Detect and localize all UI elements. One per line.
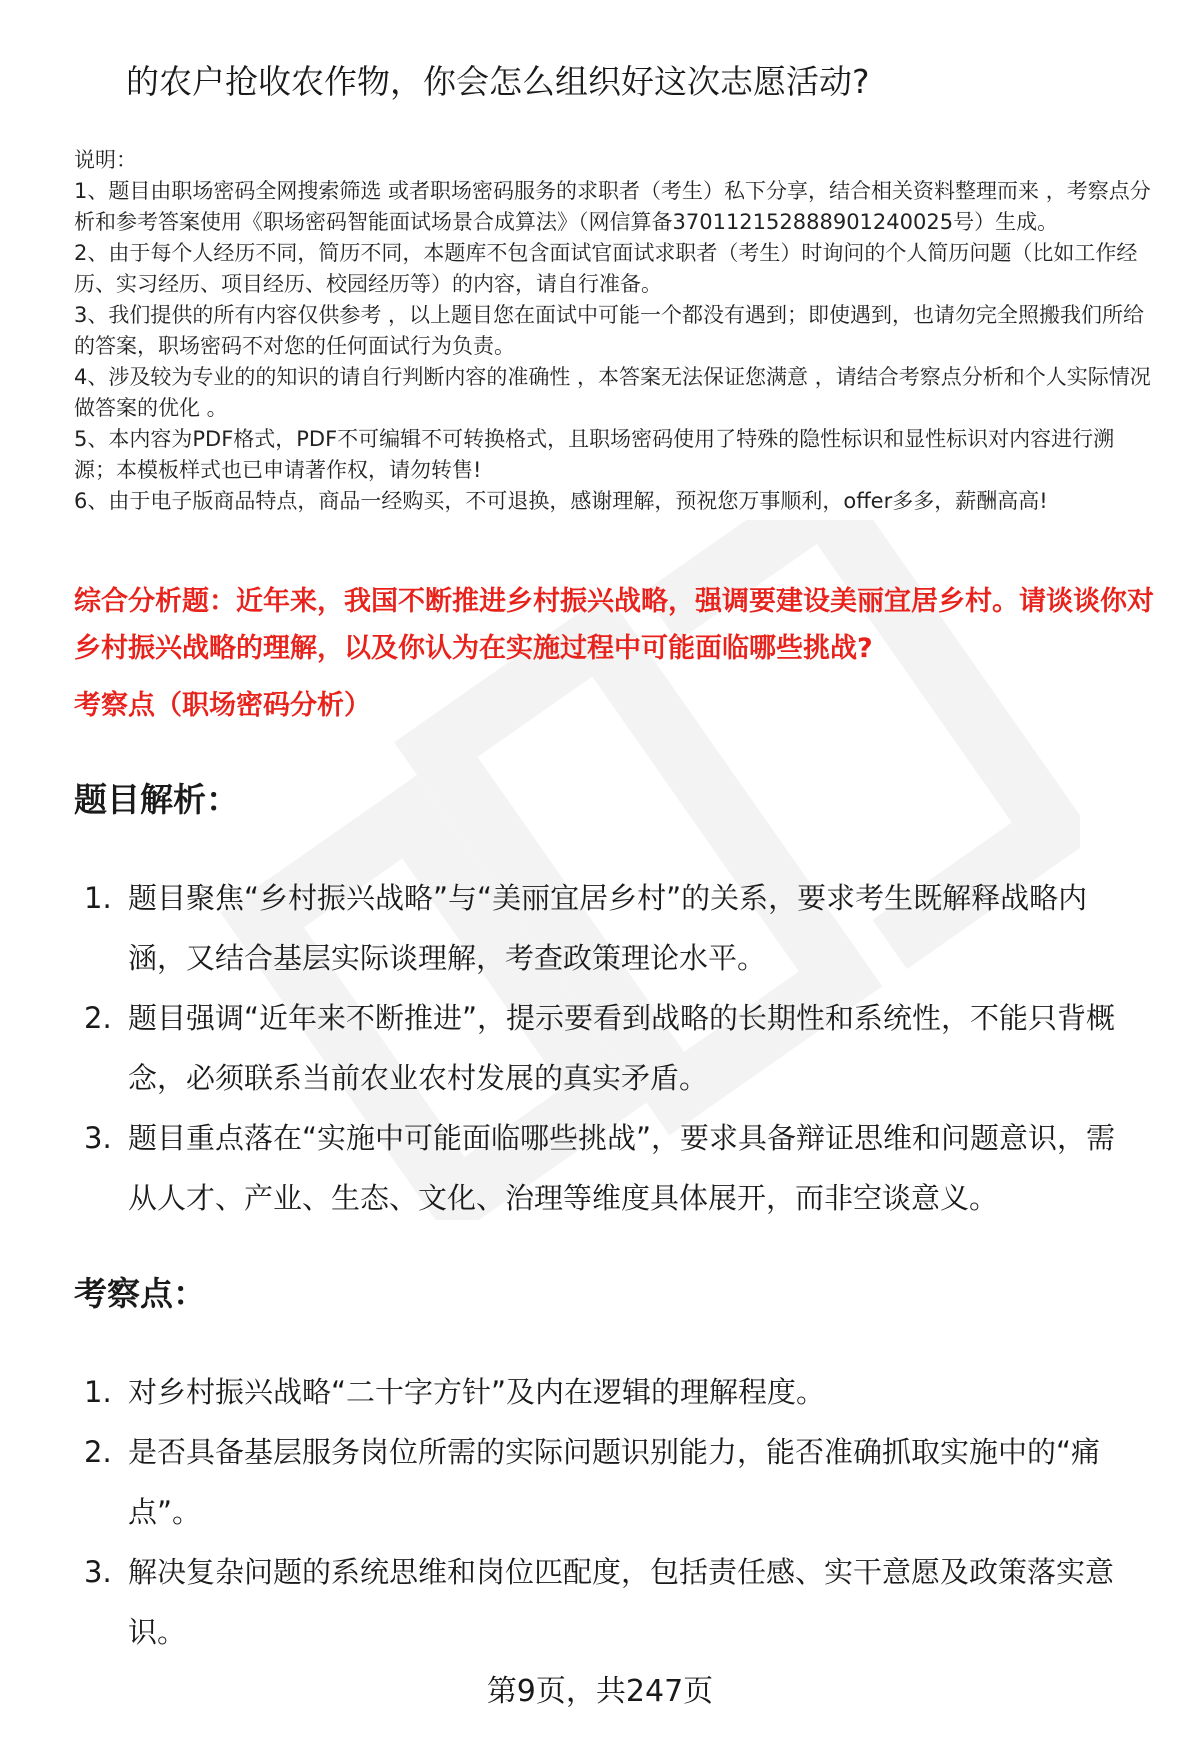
list-number: 1. [84, 1375, 112, 1409]
notes-block [74, 145, 1154, 517]
analysis-label: 考察点（职场密码分析） [74, 690, 371, 721]
list-item [84, 988, 1144, 1108]
note-item: 6、由于电子版商品特点，商品一经购买，不可退换，感谢理解，预祝您万事顺利，offer多多，薪酬高高! [74, 489, 1048, 513]
notes-heading: 说明： [74, 148, 137, 172]
continued-question-text: 的农户抢收农作物，你会怎么组织好这次志愿活动? [126, 62, 870, 101]
note-item: 3、我们提供的所有内容仅供参考 ，以上题目您在面试中可能一个都没有遇到；即使遇到，也请勿完全照搬我们所给的答案，职场密码不对您的任何面试行为负责。 [74, 303, 1145, 358]
list-text: 题目聚焦“乡村振兴战略”与“美丽宜居乡村”的关系，要求考生既解释战略内涵，又结合基层实际谈理解，考查政策理论水平。 [128, 881, 1088, 975]
question-heading: 综合分析题：近年来，我国不断推进乡村振兴战略，强调要建设美丽宜居乡村。请谈谈你对乡村振兴战略的理解，以及你认为在实施过程中可能面临哪些挑战? [74, 586, 1154, 664]
list-number: 2. [84, 1435, 112, 1469]
list-number: 1. [84, 881, 112, 915]
list-text: 对乡村振兴战略“二十字方针”及内在逻辑的理解程度。 [128, 1375, 826, 1409]
note-item: 2、由于每个人经历不同，简历不同，本题库不包含面试官面试求职者（考生）时询问的个人简历问题（比如工作经历、实习经历、项目经历、校园经历等）的内容，请自行准备。 [74, 241, 1138, 296]
list-number: 2. [84, 1001, 112, 1035]
list-text: 题目重点落在“实施中可能面临哪些挑战”，要求具备辩证思维和问题意识，需从人才、产业、生态、文化、治理等维度具体展开，而非空谈意义。 [128, 1121, 1116, 1215]
note-item: 4、涉及较为专业的的知识的请自行判断内容的准确性 ，本答案无法保证您满意 ，请结合考察点分析和个人实际情况做答案的优化 。 [74, 365, 1151, 420]
list-number: 3. [84, 1121, 112, 1155]
list-text: 解决复杂问题的系统思维和岗位匹配度，包括责任感、实干意愿及政策落实意识。 [128, 1555, 1115, 1649]
points-list [84, 1362, 1144, 1662]
list-item [84, 1362, 1144, 1422]
list-item [84, 868, 1144, 988]
list-text: 是否具备基层服务岗位所需的实际问题识别能力，能否准确抓取实施中的“痛点”。 [128, 1435, 1101, 1529]
section-title-points: 考察点： [74, 1274, 206, 1313]
list-number: 3. [84, 1555, 112, 1589]
note-item: 5、本内容为PDF格式，PDF不可编辑不可转换格式，且职场密码使用了特殊的隐性标识和显性标识对内容进行溯源；本模板样式也已申请著作权，请勿转售! [74, 427, 1115, 482]
note-item: 1、题目由职场密码全网搜索筛选 或者职场密码服务的求职者（考生）私下分享，结合相关资料整理而来 ，考察点分析和参考答案使用《职场密码智能面试场景合成算法》（网信算备370112152888901240025号）生成。 [74, 179, 1151, 234]
section-title-analysis: 题目解析： [74, 780, 239, 819]
list-item [84, 1108, 1144, 1228]
analysis-list [84, 868, 1144, 1228]
page-footer: 第9页，共247页 [486, 1674, 714, 1709]
list-item [84, 1422, 1144, 1542]
list-item [84, 1542, 1144, 1662]
list-text: 题目强调“近年来不断推进”，提示要看到战略的长期性和系统性，不能只背概念，必须联系当前农业农村发展的真实矛盾。 [128, 1001, 1116, 1095]
